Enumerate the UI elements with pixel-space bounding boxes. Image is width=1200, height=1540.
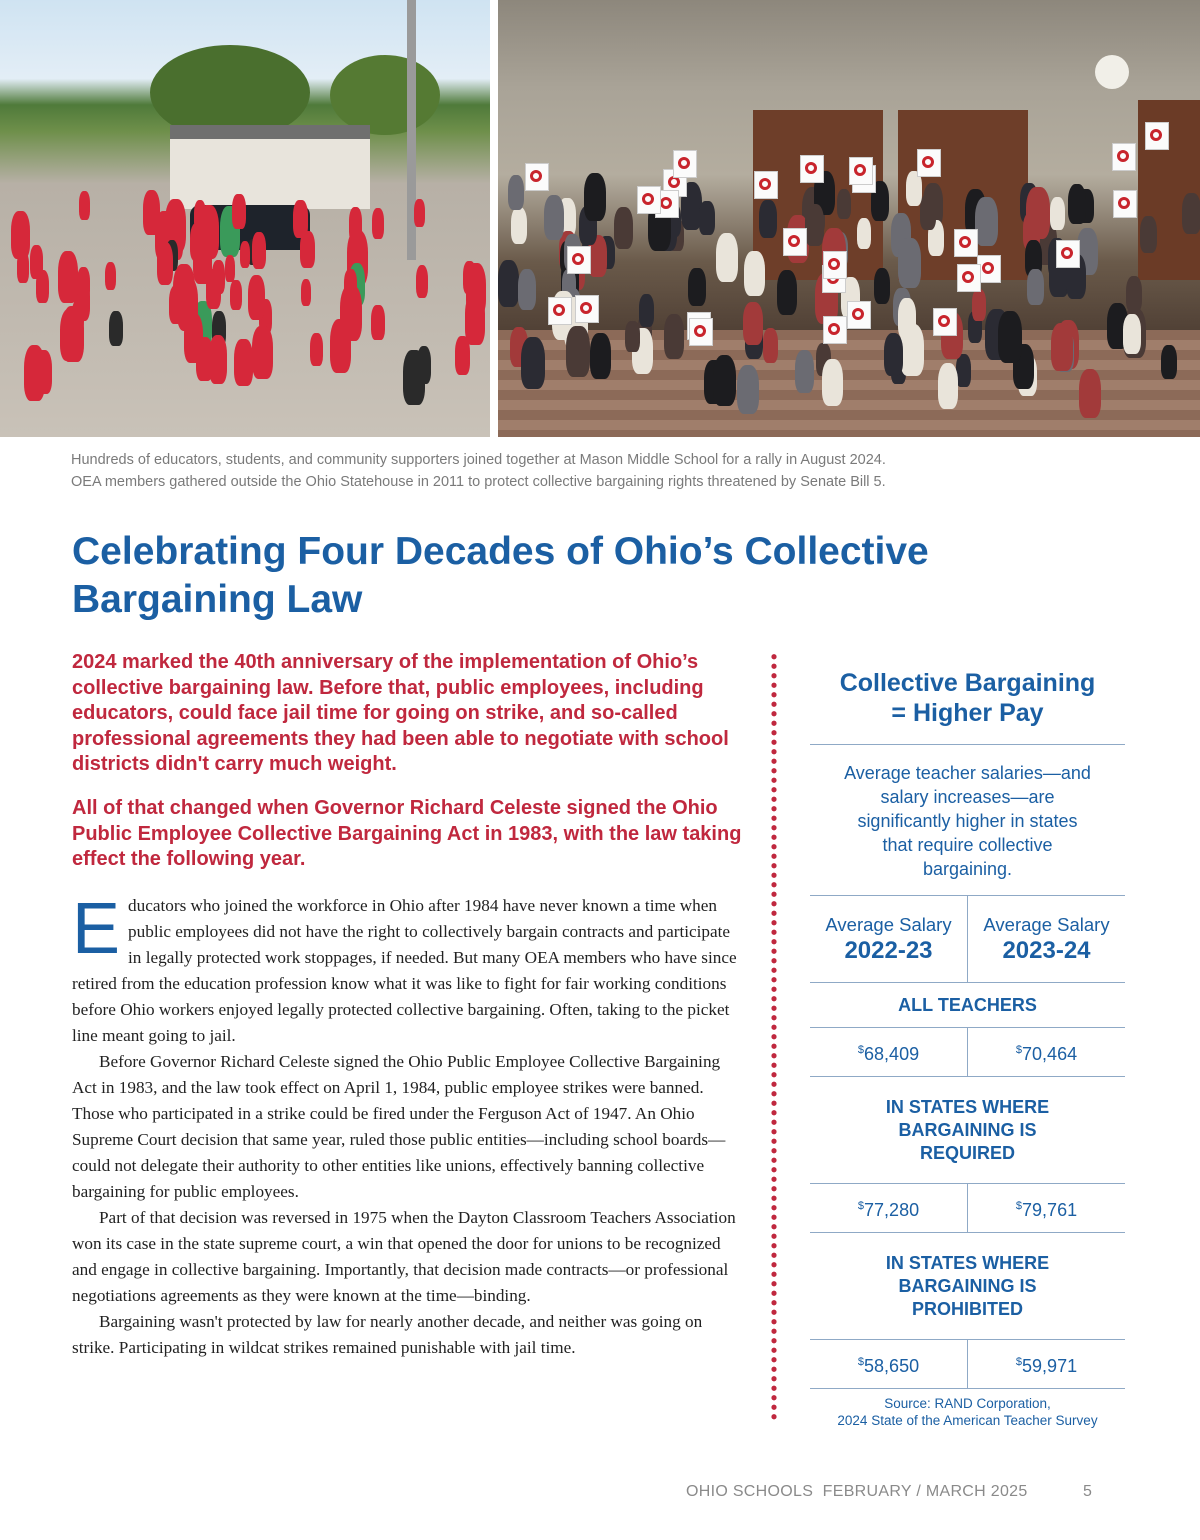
person-figure	[1050, 197, 1065, 230]
person-figure	[1161, 345, 1177, 379]
person-figure	[822, 359, 843, 406]
intro-paragraph-1: 2024 marked the 40th anniversary of the implementation of Ohio’s collective bargaining law. Before that, public employees, including educators, could face jail time for going on strike, and so-called professional agreements they had been able to negotiate with school districts didn't carry much weight.	[72, 651, 729, 775]
person-figure	[230, 280, 241, 310]
salary-amount: 77,280	[864, 1200, 920, 1220]
sidebar-subtitle: Average teacher salaries—and salary increases—are significantly higher in states that require collective bargaining.	[844, 763, 1091, 879]
person-figure	[212, 260, 225, 294]
person-figure	[240, 241, 250, 268]
person-figure	[743, 302, 763, 345]
person-figure	[340, 285, 362, 341]
article-body	[72, 889, 744, 1361]
protest-sign	[673, 150, 697, 178]
person-figure	[795, 350, 815, 393]
salary-value	[968, 1028, 1125, 1076]
currency-symbol: $	[857, 1200, 865, 1212]
protest-sign	[957, 264, 981, 292]
person-figure	[414, 199, 425, 227]
protest-sign	[1145, 122, 1169, 150]
person-figure	[590, 333, 611, 379]
protest-sign	[800, 155, 824, 183]
salary-table-header	[810, 896, 1125, 982]
person-figure	[972, 289, 986, 321]
protest-sign	[823, 251, 847, 279]
lamp	[1095, 55, 1129, 89]
person-figure	[371, 305, 384, 340]
column-header-2023-24	[968, 896, 1125, 982]
person-figure	[465, 293, 485, 345]
column-header-2022-23	[810, 896, 968, 982]
person-figure	[511, 207, 528, 244]
salary-amount: 79,761	[1022, 1200, 1078, 1220]
person-figure	[508, 175, 524, 211]
person-figure	[194, 200, 207, 233]
person-figure	[777, 270, 797, 315]
person-figure	[744, 251, 765, 296]
salary-amount: 68,409	[864, 1044, 920, 1064]
person-figure	[713, 355, 736, 407]
salary-value	[810, 1028, 968, 1076]
salary-value	[810, 1184, 968, 1232]
intro-paragraph-2: All of that changed when Governor Richard Celeste signed the Ohio Public Employee Collective Bargaining Act in 1983, with the law taking effect the following year.	[72, 797, 742, 870]
statehouse-photo	[498, 0, 1200, 437]
photo-caption-left: Hundreds of educators, students, and community supporters joined together at Mason Middle School for a rally in August 2024.	[71, 452, 886, 468]
person-figure	[614, 207, 633, 249]
person-figure	[225, 255, 235, 281]
body-paragraph-1-text: ducators who joined the workforce in Ohio after 1984 have never known a time when public employees did not have the right to collectively bargain contracts and participate in legally protected work stoppages, if needed. But many OEA members who have since retired from the education profession know what it was like to fight for fair working conditions before Ohio workers enjoyed legally protected collective bargaining. Often, taking to the picket line meant going to jail.	[72, 896, 737, 1045]
body-paragraph-1	[72, 889, 744, 1049]
person-figure	[196, 337, 213, 381]
person-figure	[372, 208, 384, 239]
salary-sidebar	[810, 668, 1125, 1429]
person-figure	[664, 314, 684, 359]
protest-sign	[567, 246, 591, 274]
salary-value	[968, 1340, 1125, 1388]
person-figure	[30, 245, 43, 278]
category-all-teachers: ALL TEACHERS	[898, 995, 1037, 1015]
person-figure	[1182, 193, 1200, 234]
currency-symbol: $	[1015, 1200, 1023, 1212]
person-figure	[109, 311, 123, 347]
protest-sign	[1112, 143, 1136, 171]
person-figure	[1051, 323, 1073, 371]
body-paragraph-2: Before Governor Richard Celeste signed the Ohio Public Employee Collective Bargaining Act in 1983, and the law took effect on April 1, 1984, public employee strikes were banned. Those who participated in a strike could be fired under the Ferguson Act of 1947. An Ohio Supreme Court decision that same year, ruled those public entities—including school boards—could not delegate their authority to other entities like unions, effectively banning collective bargaining for public employees.	[72, 1052, 726, 1201]
salary-value	[968, 1184, 1125, 1232]
person-figure	[105, 262, 116, 291]
person-figure	[920, 194, 937, 230]
sidebar-title: Collective Bargaining = Higher Pay	[839, 669, 1096, 727]
person-figure	[759, 200, 777, 239]
person-figure	[248, 275, 265, 320]
protest-sign	[783, 228, 807, 256]
person-figure	[416, 265, 429, 298]
drop-cap: E	[72, 889, 121, 969]
currency-symbol: $	[857, 1044, 865, 1056]
person-figure	[544, 195, 564, 240]
person-figure	[77, 267, 90, 301]
person-figure	[737, 365, 759, 414]
protest-sign	[548, 297, 572, 325]
footer-publication: OHIO SCHOOLS FEBRUARY / MARCH 2025	[686, 1483, 1028, 1500]
salary-row-prohibited	[810, 1340, 1125, 1388]
dotted-divider	[771, 652, 777, 1420]
category-bargaining-required: IN STATES WHERE BARGAINING IS REQUIRED	[885, 1097, 1050, 1163]
person-figure	[857, 218, 871, 249]
person-figure	[252, 326, 272, 378]
person-figure	[234, 339, 252, 386]
person-figure	[998, 311, 1022, 363]
person-figure	[518, 269, 536, 310]
person-figure	[173, 264, 195, 321]
protest-sign	[689, 318, 713, 346]
salary-amount: 59,971	[1022, 1356, 1078, 1376]
photo-caption-right: OEA members gathered outside the Ohio Statehouse in 2011 to protect collective bargaining rights threatened by Senate Bill 5.	[71, 474, 886, 490]
sidebar-source	[810, 1389, 1125, 1429]
article-headline: Celebrating Four Decades of Ohio’s Collective Bargaining Law	[72, 530, 929, 621]
protest-sign	[1113, 190, 1137, 218]
protest-sign	[847, 301, 871, 329]
column-year: 2023-24	[1002, 937, 1091, 964]
person-figure	[58, 251, 78, 303]
salary-value	[810, 1340, 968, 1388]
person-figure	[699, 201, 714, 235]
salary-row-required	[810, 1184, 1125, 1232]
person-figure	[252, 232, 266, 269]
person-figure	[35, 350, 52, 393]
salary-amount: 70,464	[1022, 1044, 1078, 1064]
person-figure	[1068, 184, 1086, 224]
protest-sign	[754, 171, 778, 199]
person-figure	[566, 326, 589, 377]
person-figure	[625, 321, 639, 352]
source-line: 2024 State of the American Teacher Survey	[837, 1413, 1098, 1428]
person-figure	[898, 298, 916, 338]
protest-sign	[849, 157, 873, 185]
column-label: Average Salary	[983, 914, 1110, 935]
person-figure	[688, 268, 705, 306]
person-figure	[805, 204, 824, 246]
person-figure	[874, 268, 891, 305]
protest-sign	[525, 163, 549, 191]
person-figure	[310, 333, 323, 366]
source-line: Source: RAND Corporation,	[884, 1396, 1051, 1411]
column-label: Average Salary	[825, 914, 952, 935]
person-figure	[639, 294, 654, 327]
protest-sign	[933, 308, 957, 336]
photo-strip	[0, 0, 1200, 437]
person-figure	[1126, 276, 1142, 312]
protest-sign	[917, 149, 941, 177]
person-figure	[1027, 269, 1043, 305]
person-figure	[521, 337, 545, 389]
rally-photo	[0, 0, 490, 437]
category-bargaining-prohibited: IN STATES WHERE BARGAINING IS PROHIBITED	[885, 1253, 1050, 1319]
currency-symbol: $	[1015, 1356, 1023, 1368]
person-figure	[898, 238, 921, 288]
person-figure	[143, 190, 160, 235]
page-number: 5	[1083, 1483, 1092, 1500]
person-figure	[157, 242, 174, 285]
salary-amount: 58,650	[864, 1356, 920, 1376]
person-figure	[884, 333, 904, 376]
person-figure	[1123, 314, 1141, 354]
protest-sign	[575, 295, 599, 323]
person-figure	[716, 233, 738, 282]
column-year: 2022-23	[844, 937, 933, 964]
person-figure	[417, 346, 432, 384]
building	[170, 125, 370, 209]
person-figure	[956, 354, 971, 387]
currency-symbol: $	[1015, 1044, 1023, 1056]
tree	[330, 55, 440, 135]
body-paragraph-4: Bargaining wasn't protected by law for nearly another decade, and neither was going on strike. Participating in wildcat strikes remained punishable with jail time.	[72, 1312, 703, 1357]
person-figure	[301, 279, 311, 306]
person-figure	[837, 189, 851, 220]
person-figure	[300, 231, 314, 268]
person-figure	[1079, 369, 1101, 418]
person-figure	[79, 191, 90, 220]
salary-row-all-teachers	[810, 1028, 1125, 1076]
person-figure	[62, 306, 84, 362]
protest-sign	[954, 229, 978, 257]
person-figure	[232, 194, 245, 229]
currency-symbol: $	[857, 1356, 865, 1368]
person-figure	[17, 251, 29, 283]
body-paragraph-3: Part of that decision was reversed in 1975 when the Dayton Classroom Teachers Association won its case in the state supreme court, a win that opened the door for unions to be recognized and engage in collective bargaining. Importantly, that decision made contracts—or professional negotiations agreements as they were known at the time—binding.	[72, 1208, 736, 1305]
person-figure	[938, 363, 959, 409]
person-figure	[763, 328, 779, 363]
protest-sign	[823, 316, 847, 344]
protest-sign	[1056, 240, 1080, 268]
protest-sign	[637, 186, 661, 214]
person-figure	[498, 260, 519, 307]
person-figure	[584, 173, 606, 221]
person-figure	[1140, 216, 1157, 253]
